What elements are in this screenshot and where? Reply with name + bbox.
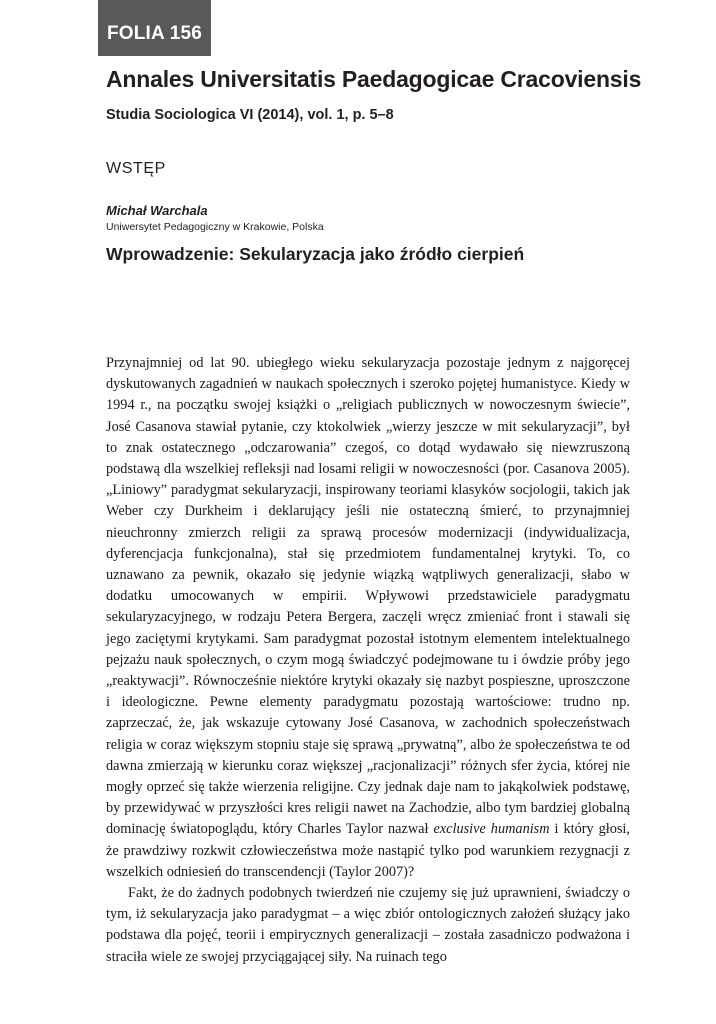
paragraph-1-italic: exclusive humanism (433, 821, 550, 838)
author-name: Michał Warchala (106, 203, 208, 218)
paragraph-1-text-a: Przynajmniej od lat 90. ubiegłego wieku sekularyzacja pozostaje jednym z najgoręcej dyskutowanych zagadnień w naukach społecznych i szeroko pojętej humanistyce. Kiedy w 1994 r., na początku swojej książki o „religiach publicznych w nowoczesnym świecie”, José Casanova stawiał pytanie, czy ktokolwiek „wierzy jeszcze w mit sekularyzacji”, był to znak ostatecznego „odczarowania” czegoś, co dotąd wydawało się niewzruszoną podstawą dla wszelkiej refleksji nad losami religii w nowoczesności (por. Casanova 2005). „Liniowy” paradygmat sekularyzacji, inspirowany teoriami klasyków socjologii, takich jak Weber czy Durkheim i deklarujący jeśli nie ostateczną śmierć, to przynajmniej nieuchronny zmierzch religii za sprawą procesów modernizacji (indywidualizacja, dyferencjacja funkcjonalna), stał się przedmiotem fundamentalnej krytyki. To, co uznawano za pewnik, okazało się jedynie wiązką wątpliwych generalizacji, słabo w dodatku umocowanych w empirii. Wpływowi przedstawiciele paradygmatu sekularyzacyjnego, w rodzaju Petera Bergera, zaczęli wręcz zmieniać front i stawali się jego zaciętymi krytykami. Sam paradygmat pozostał istotnym elementem intelektualnego pejzażu nauk społecznych, o czym mogą świadczyć podejmowane tu i ówdzie próby jego „reaktywacji”. Równocześnie niektóre krytyki okazały się nazbyt pospieszne, uproszczone i ideologiczne. Pewne elementy paradygmatu pozostają wartościowe: trudno np. zaprzeczać, że, jak wskazuje cytowany José Casanova, w zachodnich społeczeństwach religia w coraz większym stopniu staje się sprawą „prywatną”, albo że społeczeństwa te od dawna zmierzają w kierunku coraz większej „racjonalizacji” różnych sfer życia, której nie mogły oprzeć się także wierzenia religijne. Czy jednak daje nam to jakąkolwiek podstawę, by przewidywać w przyszłości kres religii nawet na Zachodzie, albo tym bardziej globalną dominację światopoglądu, który Charles Taylor nazwał (106, 355, 630, 838)
folia-badge-label: FOLIA 156 (106, 23, 203, 44)
article-body (106, 353, 630, 968)
folia-badge (98, 0, 211, 56)
article-title: Wprowadzenie: Sekularyzacja jako źródło cierpień (106, 244, 525, 264)
journal-title: Annales Universitatis Paedagogicae Cracoviensis (106, 66, 642, 92)
paragraph-2: Fakt, że do żadnych podobnych twierdzeń nie czujemy się już uprawnieni, świadczy o tym, iż sekularyzacja jako paradygmat – a więc zbiór ontologicznych założeń służący jako podstawa dla pojęć, teorii i empirycznych generalizacji – została zasadniczo podważona i straciła wiele ze swojej przyciągającej siły. Na ruinach tego (106, 885, 630, 965)
author-affiliation: Uniwersytet Pedagogiczny w Krakowie, Polska (106, 221, 324, 233)
paragraph-1 (106, 353, 630, 883)
journal-subtitle: Studia Sociologica VI (2014), vol. 1, p. 5–8 (106, 107, 394, 123)
section-label: WSTĘP (106, 160, 166, 177)
paragraph-1-text-b: i który głosi, że prawdziwy rozkwit człowieczeństwa może nastąpić tylko pod warunkiem rezygnacji z wszelkich odniesień do transcendencji (Taylor 2007)? (106, 821, 630, 880)
